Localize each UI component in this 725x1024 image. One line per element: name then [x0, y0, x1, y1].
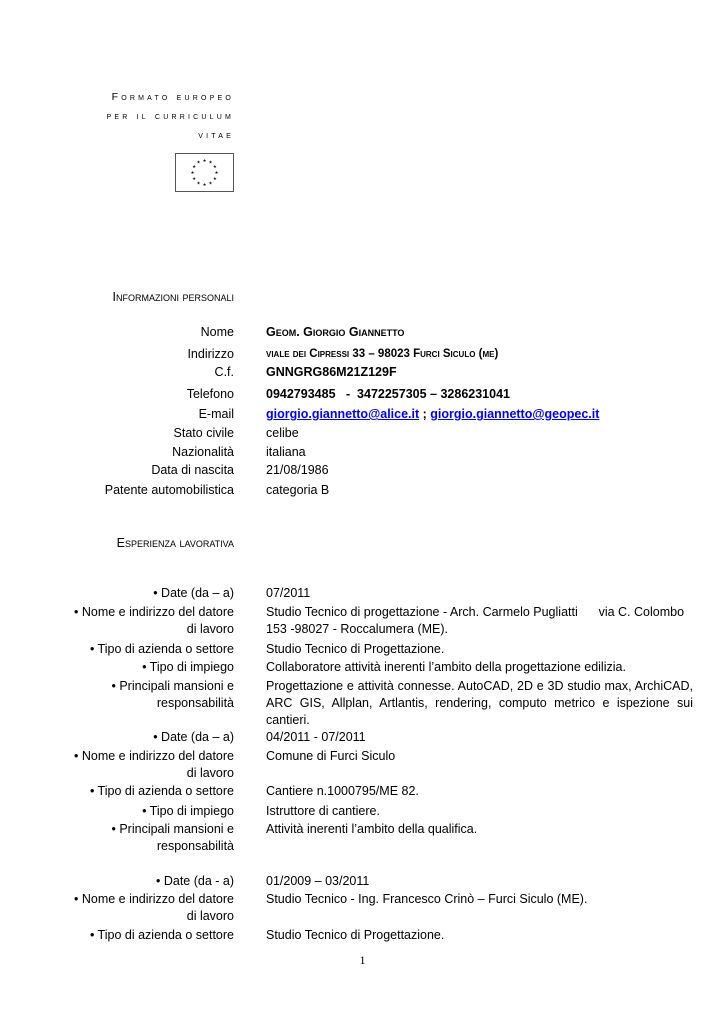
label-nazionalita: Nazionalità [172, 445, 234, 459]
label-patente: Patente automobilistica [104, 483, 234, 497]
job2-sector-label: • Tipo di azienda o settore [89, 784, 234, 798]
value-stato-civile: celibe [266, 426, 299, 440]
label-cf: C.f. [214, 365, 234, 379]
job1-employer-label: • Nome e indirizzo del datore di lavoro [73, 605, 234, 636]
job2-duties: Attività inerenti l’ambito della qualifica. [266, 822, 478, 836]
value-email [266, 406, 693, 423]
value-telefono: 0942793485 - 3472257305 – 3286231041 [266, 387, 510, 401]
job1-duties-label: • Principali mansioni e responsabilità [111, 679, 234, 710]
job1-sector-label: • Tipo di azienda o settore [89, 642, 234, 656]
job1-date-label: • Date (da – a) [153, 586, 234, 600]
job2-date-label: • Date (da – a) [153, 730, 234, 744]
cv-header [106, 88, 234, 145]
job3-employer: Studio Tecnico - Ing. Francesco Crinò – Furci Siculo (ME). [266, 892, 588, 906]
label-telefono: Telefono [186, 387, 234, 401]
star-icon: ★ [190, 169, 195, 175]
section-work-experience: Esperienza lavorativa [116, 536, 234, 550]
label-stato-civile: Stato civile [173, 426, 234, 440]
value-indirizzo: viale dei Cipressi 33 – 98023 Furci Siculo (me) [266, 348, 499, 360]
value-cf: GNNGRG86M21Z129F [266, 365, 397, 379]
job1-duties: Progettazione e attività connesse. AutoCAD, 2D e 3D studio max, ArchiCAD, ARC GIS, Allplan, Artlantis, rendering, computo metrico e ispezione sui cantieri. [266, 679, 693, 727]
star-icon: ★ [214, 169, 219, 175]
section-personal-info: Informazioni personali [112, 290, 234, 304]
job2-duties-label: • Principali mansioni e responsabilità [111, 822, 234, 853]
star-icon: ★ [208, 180, 213, 186]
job2-sector: Cantiere n.1000795/ME 82. [266, 784, 419, 798]
job3-date: 01/2009 – 03/2011 [266, 874, 370, 888]
email-link-1[interactable]: giorgio.giannetto@alice.it [266, 407, 420, 421]
value-nome: Geom. Giorgio Giannetto [266, 325, 405, 339]
job2-date: 04/2011 - 07/2011 [266, 730, 366, 744]
email-separator: ; [419, 407, 431, 421]
star-icon: ★ [192, 163, 197, 169]
label-data-nascita: Data di nascita [151, 463, 234, 477]
star-icon: ★ [202, 157, 207, 163]
star-icon: ★ [196, 180, 201, 186]
job1-sector: Studio Tecnico di Progettazione. [266, 642, 445, 656]
job1-role: Collaboratore attività inerenti l’ambito della progettazione edilizia. [266, 660, 626, 674]
star-icon: ★ [202, 181, 207, 187]
header-line-1: Formato europeo [111, 91, 234, 103]
value-patente: categoria B [266, 483, 330, 497]
job3-sector-label: • Tipo di azienda o settore [89, 928, 234, 942]
job1-role-label: • Tipo di impiego [142, 660, 234, 674]
job2-role: Istruttore di cantiere. [266, 804, 380, 818]
job3-employer-label: • Nome e indirizzo del datore di lavoro [73, 892, 234, 923]
header-line-3: vitae [198, 129, 234, 141]
label-indirizzo: Indirizzo [187, 347, 234, 361]
job1-employer: Studio Tecnico di progettazione - Arch. Carmelo Pugliatti via C. Colombo 153 -98027 - Roccalumera (ME). [266, 605, 688, 636]
star-icon: ★ [192, 175, 197, 181]
header-line-2: per il curriculum [106, 110, 234, 122]
eu-flag-icon [175, 153, 234, 192]
star-icon: ★ [196, 159, 201, 165]
value-nazionalita: italiana [266, 445, 306, 459]
job2-employer-label: • Nome e indirizzo del datore di lavoro [73, 749, 234, 780]
value-data-nascita: 21/08/1986 [266, 463, 329, 477]
star-icon: ★ [212, 175, 217, 181]
job3-date-label: • Date (da - a) [155, 874, 234, 888]
star-icon: ★ [212, 163, 217, 169]
label-nome: Nome [200, 325, 234, 339]
job1-date: 07/2011 [266, 586, 311, 600]
label-email: E-mail [198, 407, 234, 421]
job3-sector: Studio Tecnico di Progettazione. [266, 928, 445, 942]
email-link-2[interactable]: giorgio.giannetto@geopec.it [430, 407, 600, 421]
job2-role-label: • Tipo di impiego [142, 804, 234, 818]
star-icon: ★ [208, 159, 213, 165]
job2-employer: Comune di Furci Siculo [266, 749, 396, 763]
page-number: 1 [359, 953, 366, 967]
